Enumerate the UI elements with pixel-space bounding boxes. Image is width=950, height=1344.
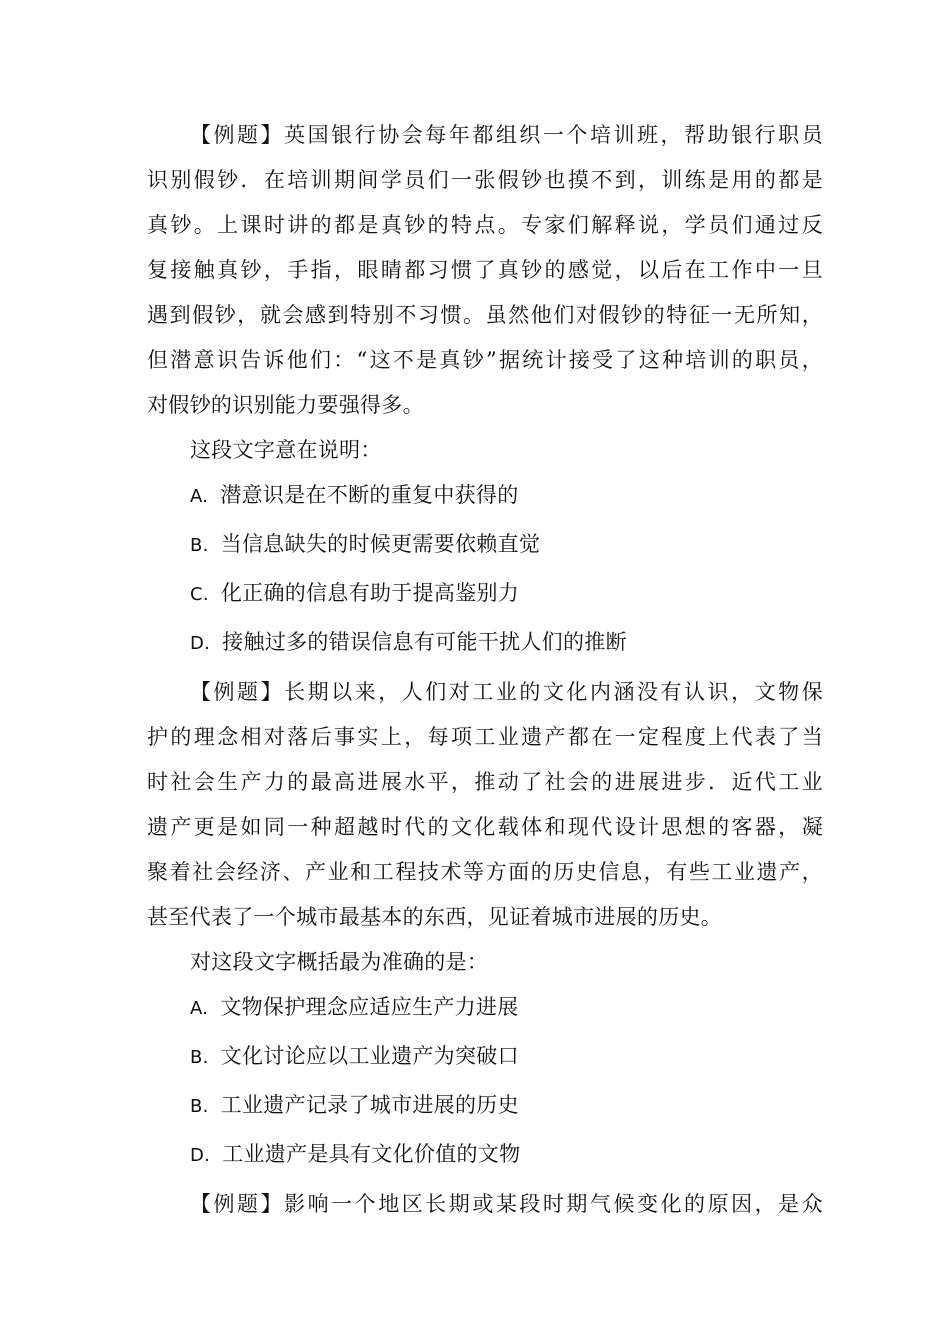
option-text: 化正确的信息有助于提高鉴别力 [220, 581, 520, 605]
option-text: 潜意识是在不断的重复中获得的 [220, 483, 519, 507]
option-letter: B. [190, 1096, 209, 1117]
question-2-line-5: 聚着社会经济、产业和工程技术等方面的历史信息，有些工业遗产， [147, 860, 823, 884]
option-text: 工业遗产记录了城市进展的历史 [220, 1093, 519, 1117]
option-letter: B. [190, 1047, 209, 1068]
option-letter: D. [190, 1145, 211, 1166]
option-text: 文物保护理念应适应生产力进展 [220, 995, 519, 1019]
question-2-line-4: 遗产更是如同一种超越时代的文化载体和现代设计思想的客器，凝 [147, 815, 823, 839]
question-1-line-1: 【例题】英国银行协会每年都组织一个培训班，帮助银行职员 [190, 123, 823, 147]
option-letter: A. [190, 486, 209, 507]
option-letter: C. [190, 584, 209, 605]
question-1-line-2: 识别假钞．在培训期间学员们一张假钞也摸不到，训练是用的都是 [147, 168, 823, 192]
question-1-line-5: 遇到假钞，就会感到特别不习惯。虽然他们对假钞的特征一无所知， [147, 303, 823, 327]
question-3-line-1: 【例题】影响一个地区长期或某段时期气候变化的原因，是众 [190, 1192, 823, 1216]
option-letter: A. [190, 998, 209, 1019]
question-2-option-b [190, 1043, 519, 1071]
option-text: 当信息缺失的时候更需要依赖直觉 [220, 532, 541, 556]
question-1-line-3: 真钞。上课时讲的都是真钞的特点。专家们解释说，学员们通过反 [147, 213, 823, 237]
question-1-line-4: 复接触真钞，手指，眼睛都习惯了真钞的感觉，以后在工作中一旦 [147, 258, 823, 282]
question-1-option-d [190, 629, 627, 657]
question-2-line-6: 甚至代表了一个城市最基本的东西，见证着城市进展的历史。 [147, 905, 723, 929]
question-1-option-b [190, 531, 540, 559]
question-1-prompt: 这段文字意在说明： [190, 438, 382, 462]
option-text: 接触过多的错误信息有可能干扰人们的推断 [222, 630, 627, 654]
question-2-line-2: 护的理念相对落后事实上，每项工业遗产都在一定程度上代表了当 [147, 725, 823, 749]
question-2-prompt: 对这段文字概括最为准确的是： [190, 950, 489, 974]
option-letter: B. [190, 535, 209, 556]
question-1-option-a [190, 482, 519, 510]
option-text: 文化讨论应以工业遗产为突破口 [220, 1044, 519, 1068]
option-letter: D. [190, 633, 211, 654]
question-2-option-d [190, 1141, 520, 1169]
question-2-option-c [190, 1092, 519, 1120]
question-1-line-6: 但潜意识告诉他们：“这不是真钞”据统计接受了这种培训的职员， [147, 348, 823, 372]
question-2-line-3: 时社会生产力的最高进展水平，推动了社会的进展进步．近代工业 [147, 770, 823, 794]
question-2-option-a [190, 994, 519, 1022]
question-1-line-7: 对假钞的识别能力要强得多。 [147, 393, 424, 417]
option-text: 工业遗产是具有文化价值的文物 [222, 1142, 521, 1166]
question-2-line-1: 【例题】长期以来，人们对工业的文化内涵没有认识，文物保 [190, 680, 823, 704]
question-1-option-c [190, 580, 519, 608]
